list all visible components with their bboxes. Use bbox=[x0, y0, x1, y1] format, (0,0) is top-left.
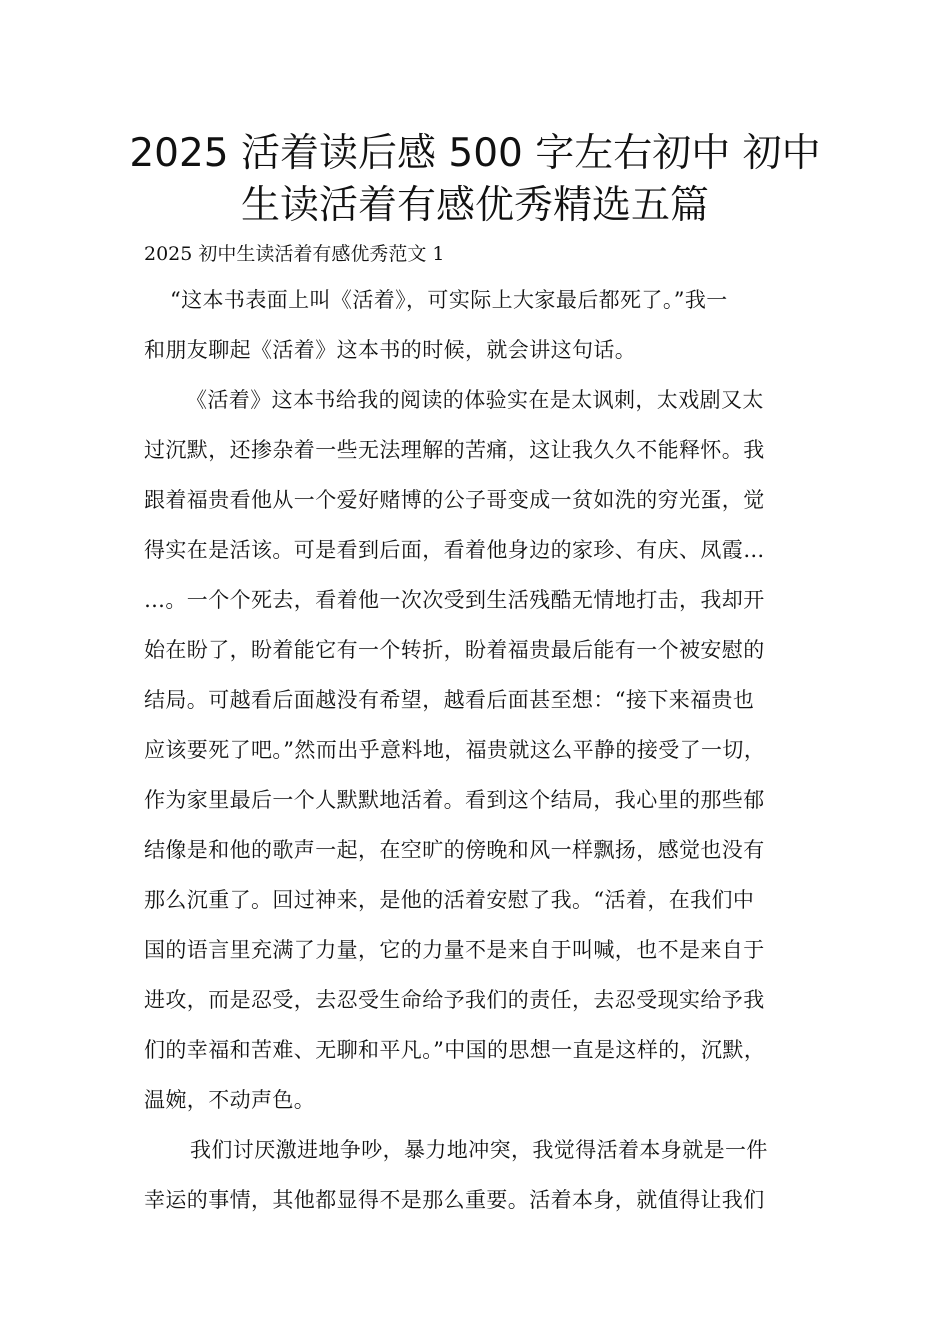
paragraph-line: 始在盼了，盼着能它有一个转折，盼着福贵最后能有一个被安慰的 bbox=[144, 638, 765, 662]
paragraph-line: 跟着福贵看他从一个爱好赌博的公子哥变成一贫如洗的穷光蛋，觉 bbox=[144, 488, 765, 512]
paragraph-line: 应该要死了吧。”然而出乎意料地，福贵就这么平静的接受了一切， bbox=[144, 738, 766, 762]
paragraph-line: 作为家里最后一个人默默地活着。看到这个结局，我心里的那些郁 bbox=[144, 788, 765, 812]
paragraph-line: 得实在是活该。可是看到后面，看着他身边的家珍、有庆、凤霞… bbox=[144, 538, 765, 562]
section-heading: 2025 初中生读活着有感优秀范文 1 bbox=[144, 243, 445, 265]
paragraph-line: “这本书表面上叫《活着》，可实际上大家最后都死了。”我一 bbox=[170, 288, 728, 312]
paragraph-line: 温婉，不动声色。 bbox=[144, 1088, 316, 1112]
paragraph-line: 和朋友聊起《活着》这本书的时候，就会讲这句话。 bbox=[144, 338, 637, 362]
document-title-line-1: 2025 活着读后感 500 字左右初中 初中 bbox=[129, 131, 821, 176]
paragraph-line: 过沉默，还掺杂着一些无法理解的苦痛，这让我久久不能释怀。我 bbox=[144, 438, 765, 462]
paragraph-line: 结局。可越看后面越没有希望，越看后面甚至想：“接下来福贵也 bbox=[144, 688, 755, 712]
paragraph-line: 进攻，而是忍受，去忍受生命给予我们的责任，去忍受现实给予我 bbox=[144, 988, 765, 1012]
paragraph-line: …。一个个死去，看着他一次次受到生活残酷无情地打击，我却开 bbox=[144, 588, 765, 612]
paragraph-line: 结像是和他的歌声一起，在空旷的傍晚和风一样飘扬，感觉也没有 bbox=[144, 838, 765, 862]
paragraph-line: 国的语言里充满了力量，它的力量不是来自于叫喊，也不是来自于 bbox=[144, 938, 765, 962]
paragraph-line: 们的幸福和苦难、无聊和平凡。”中国的思想一直是这样的，沉默， bbox=[144, 1038, 766, 1062]
paragraph-line: 《活着》这本书给我的阅读的体验实在是太讽刺，太戏剧又太 bbox=[186, 388, 764, 412]
paragraph-line: 幸运的事情，其他都显得不是那么重要。活着本身，就值得让我们 bbox=[144, 1188, 765, 1212]
document-title-line-2: 生读活着有感优秀精选五篇 bbox=[240, 183, 709, 228]
paragraph-line: 我们讨厌激进地争吵，暴力地冲突，我觉得活着本身就是一件 bbox=[190, 1138, 768, 1162]
paragraph-line: 那么沉重了。回过神来，是他的活着安慰了我。“活着，在我们中 bbox=[144, 888, 755, 912]
